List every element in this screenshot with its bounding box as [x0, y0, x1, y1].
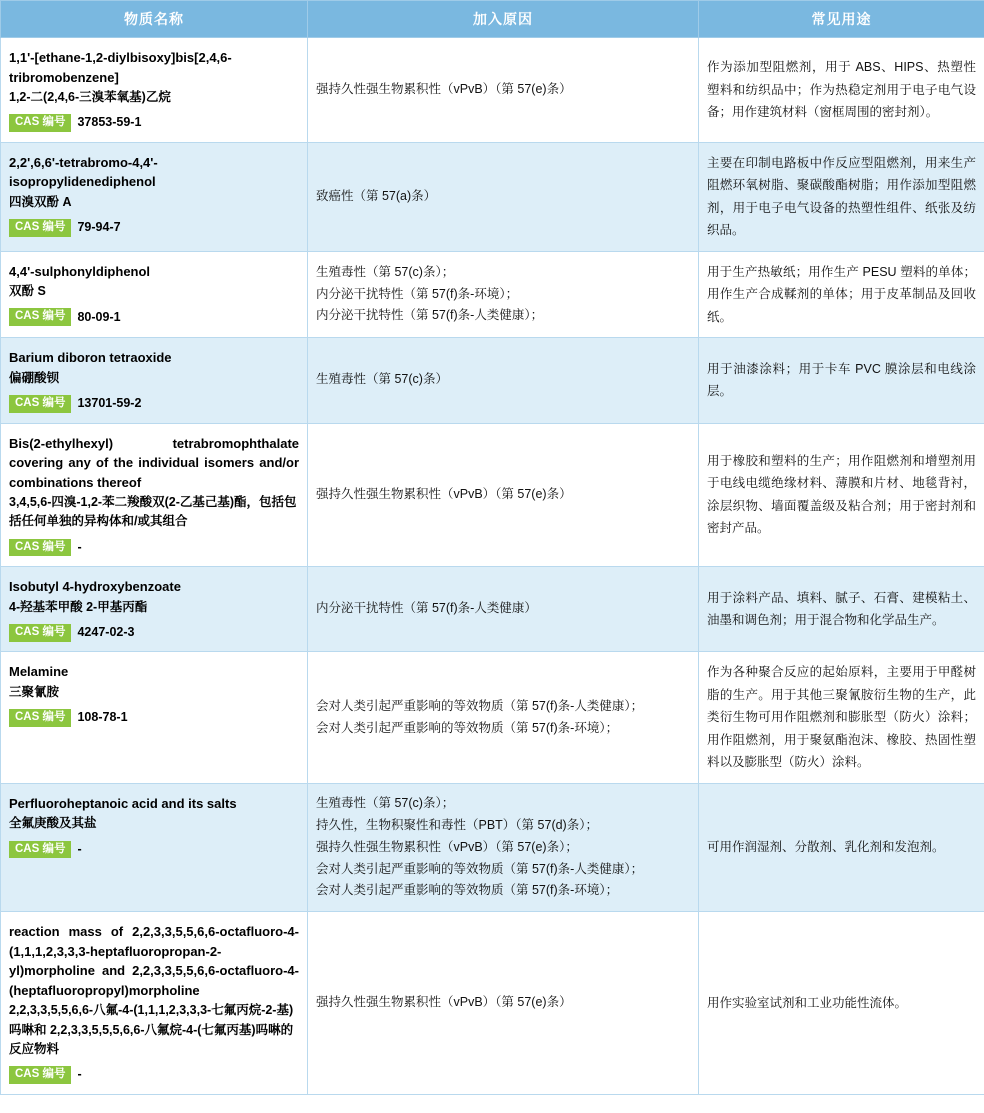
column-header-name: 物质名称: [1, 1, 308, 38]
substance-name-cn: 全氟庚酸及其盐: [9, 816, 97, 831]
cas-label-badge: CAS 编号: [9, 219, 71, 237]
common-use-cell: [699, 251, 984, 338]
substance-name-en: 4,4'-sulphonyldiphenol: [9, 263, 151, 279]
inclusion-reason-line: 强持久性强生物累积性（vPvB）（第 57(e)条）: [316, 995, 572, 1010]
substance-name-en: Isobutyl 4-hydroxybenzoate: [9, 579, 181, 595]
common-use-text: 用于橡胶和塑料的生产；用作阻燃剂和增塑剂用于电线电缆绝缘材料、薄膜和片材、地毯背衬，涂层织物、墙面覆盖级及粘合剂；用于密封剂和密封产品。: [707, 453, 976, 536]
substance-name-cn: 3,4,5,6-四溴-1,2-苯二羧酸双(2-乙基己基)酯，包括包括任何单独的异构体和/或其组合: [9, 495, 297, 529]
common-use-text: 用于生产热敏纸；用作生产 PESU 塑料的单体；用作生产合成鞣剂的单体；用于皮革制品及回收纸。: [707, 264, 976, 324]
common-use-text: 用作实验室试剂和工业功能性流体。: [707, 995, 908, 1010]
inclusion-reason-line: 持久性，生物积聚性和毒性（PBT）（第 57(d)条）；: [316, 817, 598, 832]
table-row: [1, 783, 984, 911]
substance-name-cell: [1, 251, 308, 338]
inclusion-reason-line: 内分泌干扰特性（第 57(f)条-环境）；: [316, 286, 519, 301]
common-use-cell: [699, 423, 984, 567]
cas-label-badge: CAS 编号: [9, 841, 71, 859]
inclusion-reason-line: 生殖毒性（第 57(c)条）: [316, 372, 448, 387]
substance-name-en: reaction mass of 2,2,3,3,5,5,6,6-octafluoro-4-(1,1,1,2,3,3,3-heptafluoropropan-2-yl)morpholine and 2,2,3,3,5,5,6,6-octafluoro-4-(heptafluoropropyl)morpholine: [9, 924, 299, 998]
table-row: [1, 652, 984, 784]
inclusion-reason-line: 内分泌干扰特性（第 57(f)条-人类健康）；: [316, 308, 544, 323]
common-use-cell: [699, 652, 984, 784]
table-row: [1, 38, 984, 143]
substance-name-en: 2,2',6,6'-tetrabromo-4,4'-isopropylidenediphenol: [9, 154, 158, 190]
substance-name-cell: [1, 783, 308, 911]
cas-label-badge: CAS 编号: [9, 308, 71, 326]
cas-label-badge: CAS 编号: [9, 1066, 71, 1084]
substance-name-cell: [1, 423, 308, 567]
common-use-text: 用于油漆涂料；用于卡车 PVC 膜涂层和电线涂层。: [707, 361, 976, 399]
common-use-text: 可用作润湿剂、分散剂、乳化剂和发泡剂。: [707, 840, 945, 855]
column-header-use: 常见用途: [699, 1, 984, 38]
cas-number-line: [9, 308, 299, 327]
inclusion-reason-line: 会对人类引起严重影响的等效物质（第 57(f)条-人类健康）；: [316, 861, 644, 876]
substance-name-cn: 2,2,3,3,5,5,6,6-八氟-4-(1,1,1,2,3,3,3-七氟丙烷-2-基)吗啉和 2,2,3,3,5,5,5,6,6-八氟烷-4-(七氟丙基)吗啉的反应物料: [9, 1003, 294, 1056]
substance-name-cn: 双酚 S: [9, 284, 46, 299]
inclusion-reason-line: 致癌性（第 57(a)条）: [316, 188, 437, 203]
substance-name-en: 1,1'-[ethane-1,2-diylbisoxy]bis[2,4,6-tribromobenzene]: [9, 50, 232, 85]
cas-number-value: 79-94-7: [77, 220, 121, 235]
cas-number-line: [9, 113, 299, 132]
cas-label-badge: CAS 编号: [9, 114, 71, 132]
cas-number-line: [9, 623, 299, 642]
inclusion-reason-cell: [308, 567, 699, 652]
cas-label-badge: CAS 编号: [9, 539, 71, 557]
cas-number-value: 4247-02-3: [77, 625, 135, 639]
inclusion-reason-cell: [308, 251, 699, 338]
common-use-cell: [699, 783, 984, 911]
inclusion-reason-line: 强持久性强生物累积性（vPvB）（第 57(e)条）: [316, 486, 572, 501]
inclusion-reason-line: 生殖毒性（第 57(c)条）；: [316, 795, 455, 810]
cas-number-value: 108-78-1: [77, 710, 128, 725]
inclusion-reason-cell: [308, 338, 699, 423]
cas-number-line: [9, 394, 299, 413]
cas-label-badge: CAS 编号: [9, 624, 71, 642]
cas-number-line: [9, 1065, 299, 1084]
common-use-text: 用于涂料产品、填料、腻子、石膏、建模粘土、油墨和调色剂；用于混合物和化学品生产。: [707, 590, 976, 628]
substance-name-en: Perfluoroheptanoic acid and its salts: [9, 795, 237, 811]
cas-number-line: [9, 708, 299, 727]
inclusion-reason-line: 强持久性强生物累积性（vPvB）（第 57(e)条）；: [316, 839, 578, 854]
inclusion-reason-cell: [308, 652, 699, 784]
cas-number-value: -: [77, 841, 82, 856]
substance-name-cell: [1, 338, 308, 423]
cas-label-badge: CAS 编号: [9, 709, 71, 727]
substance-name-cn: 4-羟基苯甲酸 2-甲基丙酯: [9, 599, 148, 614]
common-use-cell: [699, 38, 984, 143]
inclusion-reason-line: 会对人类引起严重影响的等效物质（第 57(f)条-环境）；: [316, 720, 619, 735]
cas-number-value: 13701-59-2: [77, 396, 142, 411]
substance-name-cell: [1, 567, 308, 652]
inclusion-reason-line: 强持久性强生物累积性（vPvB）（第 57(e)条）: [316, 81, 572, 96]
substance-name-en: Bis(2-ethylhexyl) tetrabromophthalate covering any of the individual isomers and/or combinations thereof: [9, 435, 299, 490]
common-use-cell: [699, 142, 984, 251]
table-row: [1, 142, 984, 251]
substance-name-cell: [1, 142, 308, 251]
inclusion-reason-cell: [308, 912, 699, 1095]
cas-number-value: 80-09-1: [77, 309, 121, 324]
table-row: [1, 912, 984, 1095]
substance-name-en: Barium diboron tetraoxide: [9, 350, 172, 366]
common-use-cell: [699, 338, 984, 423]
column-header-reason: 加入原因: [308, 1, 699, 38]
table-header-row: [1, 1, 984, 38]
inclusion-reason-cell: [308, 38, 699, 143]
substance-name-cn: 偏硼酸钡: [9, 370, 60, 385]
cas-number-line: [9, 218, 299, 237]
table-body: [1, 38, 984, 1095]
table-row: [1, 251, 984, 338]
substance-name-cell: [1, 38, 308, 143]
inclusion-reason-cell: [308, 783, 699, 911]
common-use-text: 主要在印制电路板中作反应型阻燃剂，用来生产阻燃环氧树脂、聚碳酸酯树脂；用作添加型阻燃剂，用于电子电气设备的热塑性组件、纸张及纺织品。: [707, 155, 976, 238]
inclusion-reason-line: 会对人类引起严重影响的等效物质（第 57(f)条-人类健康）；: [316, 698, 644, 713]
substance-name-cn: 四溴双酚 A: [9, 194, 72, 209]
substance-name-en: Melamine: [9, 664, 69, 680]
table-row: [1, 567, 984, 652]
common-use-text: 作为添加型阻燃剂，用于 ABS、HIPS、热塑性塑料和纺织品中；作为热稳定剂用于电子电气设备；用作建筑材料（窗框周围的密封剂）。: [707, 60, 976, 120]
table-header: [1, 1, 984, 38]
cas-label-badge: CAS 编号: [9, 395, 71, 413]
substance-name-cn: 三聚氰胺: [9, 684, 60, 699]
table-row: [1, 338, 984, 423]
cas-number-value: 37853-59-1: [77, 115, 142, 130]
inclusion-reason-cell: [308, 142, 699, 251]
substance-name-cell: [1, 912, 308, 1095]
common-use-cell: [699, 912, 984, 1095]
substance-name-cn: 1,2-二(2,4,6-三溴苯氧基)乙烷: [9, 90, 171, 104]
table-row: [1, 423, 984, 567]
cas-number-value: -: [77, 539, 82, 554]
common-use-text: 作为各种聚合反应的起始原料，主要用于甲醛树脂的生产。用于其他三聚氰胺衍生物的生产，此类衍生物可用作阻燃剂和膨胀型（防火）涂料；用作阻燃剂，用于聚氨酯泡沫、橡胶、热固性塑料以及膨胀型（防火）涂料。: [707, 665, 976, 770]
inclusion-reason-line: 会对人类引起严重影响的等效物质（第 57(f)条-环境）；: [316, 883, 619, 898]
inclusion-reason-cell: [308, 423, 699, 567]
inclusion-reason-line: 生殖毒性（第 57(c)条）；: [316, 264, 455, 279]
cas-number-line: [9, 840, 299, 859]
common-use-cell: [699, 567, 984, 652]
inclusion-reason-line: 内分泌干扰特性（第 57(f)条-人类健康）: [316, 601, 537, 616]
substance-name-cell: [1, 652, 308, 784]
cas-number-value: -: [77, 1067, 82, 1082]
cas-number-line: [9, 538, 299, 557]
